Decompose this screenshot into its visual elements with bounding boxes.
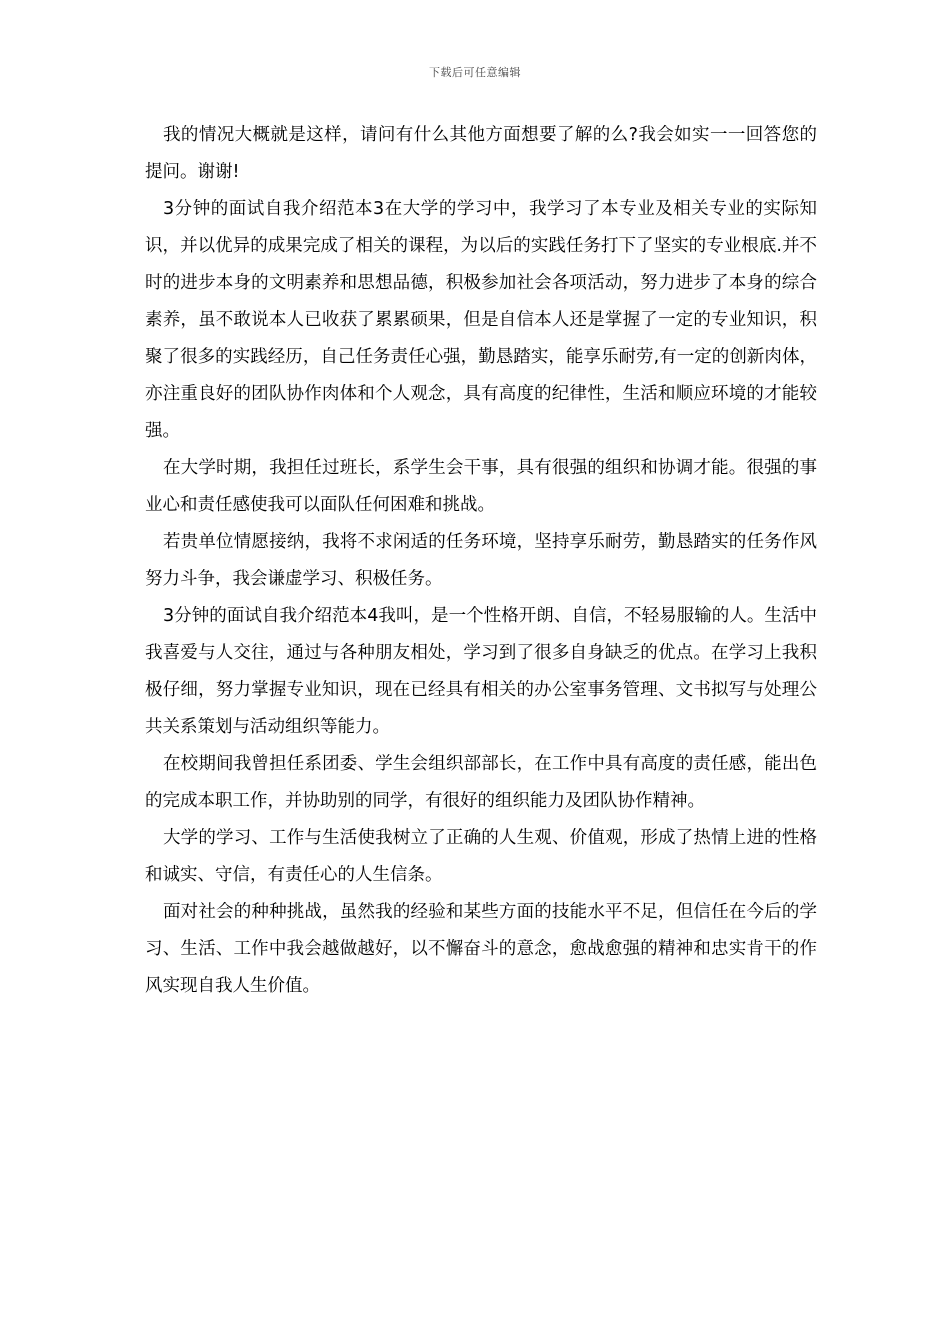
- paragraph: 3分钟的面试自我介绍范本3在大学的学习中，我学习了本专业及相关专业的实际知识，并以优异的成果完成了相关的课程，为以后的实践任务打下了坚实的专业根底.并不时的进步本身的文明素养和思想品德，积极参加社会各项活动，努力进步了本身的综合素养，虽不敢说本人已收获了累累硕果，但是自信本人还是掌握了一定的专业知识，积聚了很多的实践经历，自己任务责任心强，勤恳踏实，能享乐耐劳,有一定的创新肉体，亦注重良好的团队协作肉体和个人观念，具有高度的纪律性，生活和顺应环境的才能较强。: [145, 199, 817, 441]
- paragraph: 大学的学习、工作与生活使我树立了正确的人生观、价值观，形成了热情上进的性格和诚实、守信，有责任心的人生信条。: [145, 828, 817, 885]
- paragraph: 面对社会的种种挑战，虽然我的经验和某些方面的技能水平不足，但信任在今后的学习、生活、工作中我会越做越好，以不懈奋斗的意念，愈战愈强的精神和忠实肯干的作风实现自我人生价值。: [145, 902, 817, 996]
- paragraph: 若贵单位情愿接纳，我将不求闲适的任务环境，坚持享乐耐劳，勤恳踏实的任务作风努力斗争，我会谦虚学习、积极任务。: [145, 532, 817, 589]
- paragraph: 在校期间我曾担任系团委、学生会组织部部长，在工作中具有高度的责任感，能出色的完成本职工作，并协助别的同学，有很好的组织能力及团队协作精神。: [145, 754, 817, 811]
- paragraph: 在大学时期，我担任过班长，系学生会干事，具有很强的组织和协调才能。很强的事业心和责任感使我可以面队任何困难和挑战。: [145, 458, 817, 515]
- paragraph: 我的情况大概就是这样，请问有什么其他方面想要了解的么?我会如实一一回答您的提问。谢谢!: [145, 125, 817, 182]
- page-header-note: 下载后可任意编辑: [429, 66, 521, 79]
- paragraph: 3分钟的面试自我介绍范本4我叫，是一个性格开朗、自信，不轻易服输的人。生活中我喜爱与人交往，通过与各种朋友相处，学习到了很多自身缺乏的优点。在学习上我积极仔细，努力掌握专业知识，现在已经具有相关的办公室事务管理、文书拟写与处理公共关系策划与活动组织等能力。: [145, 606, 817, 737]
- document-body: [145, 117, 817, 1005]
